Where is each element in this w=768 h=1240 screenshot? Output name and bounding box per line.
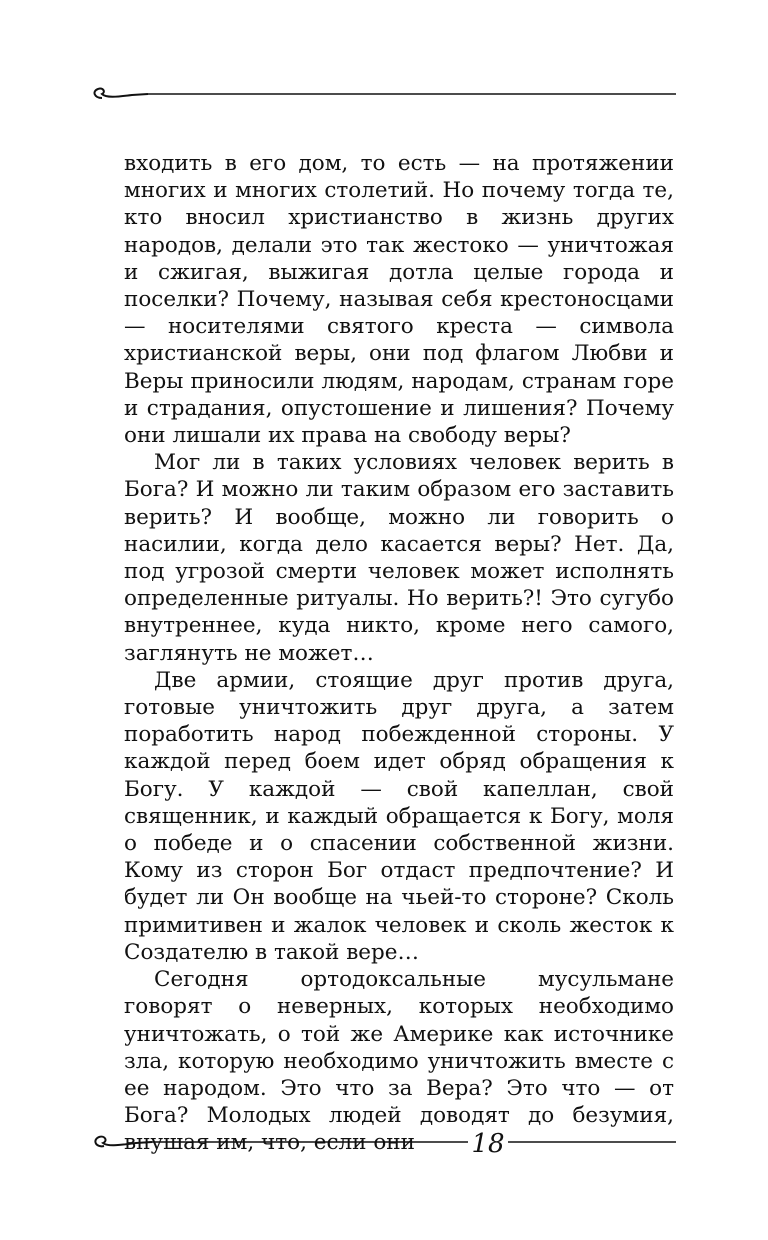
page-footer <box>88 1128 678 1164</box>
header-ornament-rule <box>88 84 678 108</box>
paragraph-3: Две армии, стоящие друг против друга, готовые уничтожить друг друга, а затем поработить народ побежденной стороны. У каждой перед боем идет обряд обращения к Богу. У каждой — свой капеллан, свой священник, и каждый обращается к Богу, моля о победе и о спасении собственной жизни. Кому из сторон Бог отдаст предпочтение? И будет ли Он вообще на чьей-то стороне? Сколь примитивен и жалок человек и сколь жесток к Создателю в такой вере… <box>124 667 674 965</box>
paragraph-2: Мог ли в таких условиях человек верить в Бога? И можно ли таким образом его заставить верить? И вообще, можно ли говорить о насилии, когда дело касается веры? Нет. Да, под угрозой смерти человек может исполнять определенные ритуалы. Но верить?! Это сугубо внутреннее, куда никто, кроме него самого, заглянуть не может… <box>124 450 674 666</box>
page-body-text <box>124 150 674 1157</box>
paragraph-4: Сегодня ортодоксальные мусульмане говорят о неверных, которых необходимо уничтожать, о той же Америке как источнике зла, которую необходимо уничтожить вместе с ее народом. Это что за Вера? Это что — от Бога? Молодых людей доводят до безумия, внушая им, что, если они <box>124 967 674 1156</box>
page-number: 18 <box>468 1128 508 1160</box>
footer-ornament-rule <box>88 1128 678 1164</box>
paragraph-1: входить в его дом, то есть — на протяжении многих и многих столетий. Но почему тогда те, кто вносил христианство в жизнь других народов, делали это так жестоко — уничтожая и сжигая, выжигая дотла целые города и поселки? Почему, называя себя крестоносцами — носителями святого креста — символа христианской веры, они под флагом Любви и Веры приносили людям, народам, странам горе и страдания, опустошение и лишения? Почему они лишали их права на свободу веры? <box>124 151 674 449</box>
